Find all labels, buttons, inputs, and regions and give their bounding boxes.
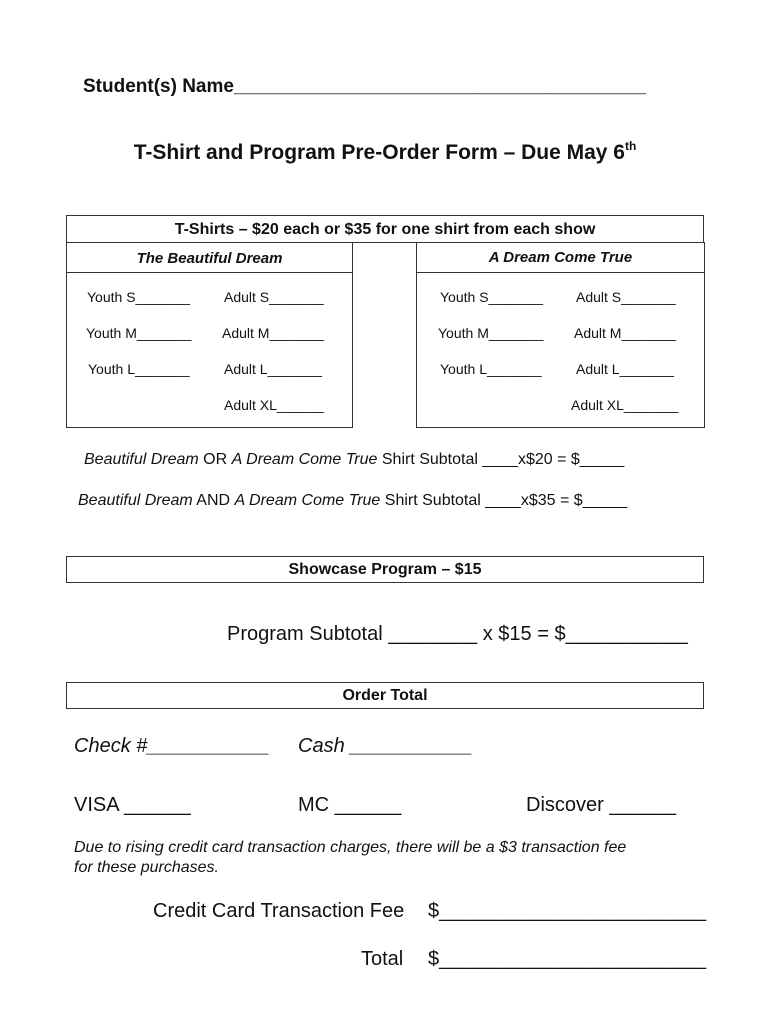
show-divider: [67, 272, 352, 273]
show-box-beautiful-dream: [66, 242, 353, 428]
transaction-fee-label: Credit Card Transaction Fee: [153, 900, 405, 922]
subtotal-text: Shirt Subtotal ____x$35 = $_____: [380, 492, 628, 509]
show-title: The Beautiful Dream: [136, 250, 283, 267]
form-title-superscript: th: [624, 139, 637, 153]
tshirts-heading: T-Shirts – $20 each or $35 for one shirt from each show: [174, 221, 596, 238]
form-title: [0, 141, 770, 165]
show-name: A Dream Come True: [231, 451, 378, 468]
size-adult-l[interactable]: Adult L_______: [576, 361, 675, 377]
show-divider: [417, 272, 704, 273]
size-adult-xl[interactable]: Adult XL______: [224, 397, 324, 413]
size-adult-m[interactable]: Adult M_______: [574, 325, 676, 341]
size-adult-s[interactable]: Adult S_______: [224, 289, 324, 305]
or-word: OR: [198, 451, 232, 468]
size-adult-s[interactable]: Adult S_______: [576, 289, 676, 305]
size-youth-m[interactable]: Youth M_______: [86, 325, 192, 341]
size-youth-l[interactable]: Youth L_______: [88, 361, 190, 377]
fee-note-line-1: Due to rising credit card transaction charges, there will be a $3 transaction fee: [74, 839, 627, 856]
program-heading: Showcase Program – $15: [288, 561, 482, 578]
program-subtotal-field[interactable]: Program Subtotal ________ x $15 = $___________: [227, 623, 688, 645]
show-name: A Dream Come True: [234, 492, 381, 509]
size-youth-m[interactable]: Youth M_______: [438, 325, 544, 341]
size-adult-xl[interactable]: Adult XL_______: [571, 397, 679, 413]
show-title-a-dream-come-true: A Dream Come True: [488, 249, 633, 266]
show-box-a-dream-come-true: [416, 242, 705, 428]
size-youth-s[interactable]: Youth S_______: [87, 289, 191, 305]
subtotal-text: Shirt Subtotal ____x$20 = $_____: [377, 451, 625, 468]
fee-note-line-2: for these purchases.: [74, 859, 219, 876]
tshirts-heading-box: [66, 215, 704, 243]
size-adult-m[interactable]: Adult M_______: [222, 325, 324, 341]
shirt-subtotal-and-line[interactable]: [78, 492, 627, 510]
size-adult-l[interactable]: Adult L_______: [224, 361, 323, 377]
size-youth-s[interactable]: Youth S_______: [440, 289, 544, 305]
form-title-text: T-Shirt and Program Pre-Order Form – Due May 6: [133, 141, 625, 164]
check-number-field[interactable]: Check #___________: [74, 735, 270, 757]
program-heading-box: [66, 556, 704, 583]
mc-field[interactable]: MC ______: [298, 794, 402, 816]
order-total-heading-box: [66, 682, 704, 709]
show-name: Beautiful Dream: [78, 492, 193, 509]
order-total-heading: Order Total: [342, 687, 428, 704]
discover-field[interactable]: Discover ______: [526, 794, 677, 816]
size-youth-l[interactable]: Youth L_______: [440, 361, 542, 377]
transaction-fee-field[interactable]: $________________________: [428, 900, 707, 922]
and-word: AND: [192, 492, 235, 509]
student-name-field[interactable]: Student(s) Name_______________________________________: [83, 76, 647, 97]
shirt-subtotal-or-line[interactable]: [84, 451, 624, 469]
total-field[interactable]: $________________________: [428, 948, 707, 970]
cash-field[interactable]: Cash ___________: [298, 735, 473, 757]
total-label: Total: [361, 948, 404, 970]
show-name: Beautiful Dream: [84, 451, 199, 468]
visa-field[interactable]: VISA ______: [74, 794, 191, 816]
